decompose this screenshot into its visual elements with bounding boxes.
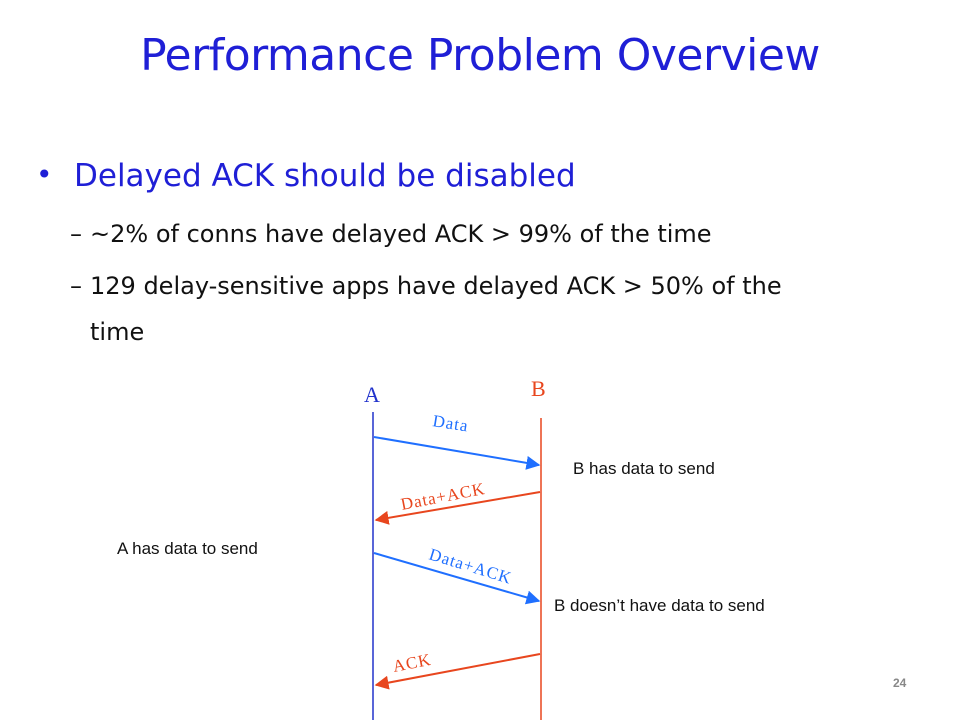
sub-bullet-2-text-line2: time — [90, 318, 145, 346]
sub-bullet-2-text-line1: 129 delay-sensitive apps have delayed ACK > 50% of the — [90, 272, 782, 300]
sub-bullet-1-text: ~2% of conns have delayed ACK > 99% of the time — [90, 220, 712, 248]
bullet-dot-icon: • — [36, 158, 53, 191]
sub-bullet-dash: – — [70, 220, 82, 248]
note-b-has-data: B has data to send — [573, 459, 715, 478]
note-a-has-data: A has data to send — [117, 539, 258, 558]
sub-bullet-dash: – — [70, 272, 82, 300]
note-b-no-data: B doesn’t have data to send — [554, 596, 765, 615]
message-label-data-ack-2: Data+ACK — [426, 544, 515, 588]
node-label-b: B — [531, 376, 546, 401]
node-label-a: A — [364, 382, 380, 407]
message-label-data-ack-1: Data+ACK — [399, 478, 487, 514]
message-arrow-data — [374, 437, 539, 465]
slide-title: Performance Problem Overview — [140, 30, 820, 81]
message-label-data: Data — [431, 411, 470, 436]
message-label-ack: ACK — [391, 649, 433, 676]
main-bullet-text: Delayed ACK should be disabled — [74, 158, 576, 194]
page-number: 24 — [893, 676, 907, 690]
